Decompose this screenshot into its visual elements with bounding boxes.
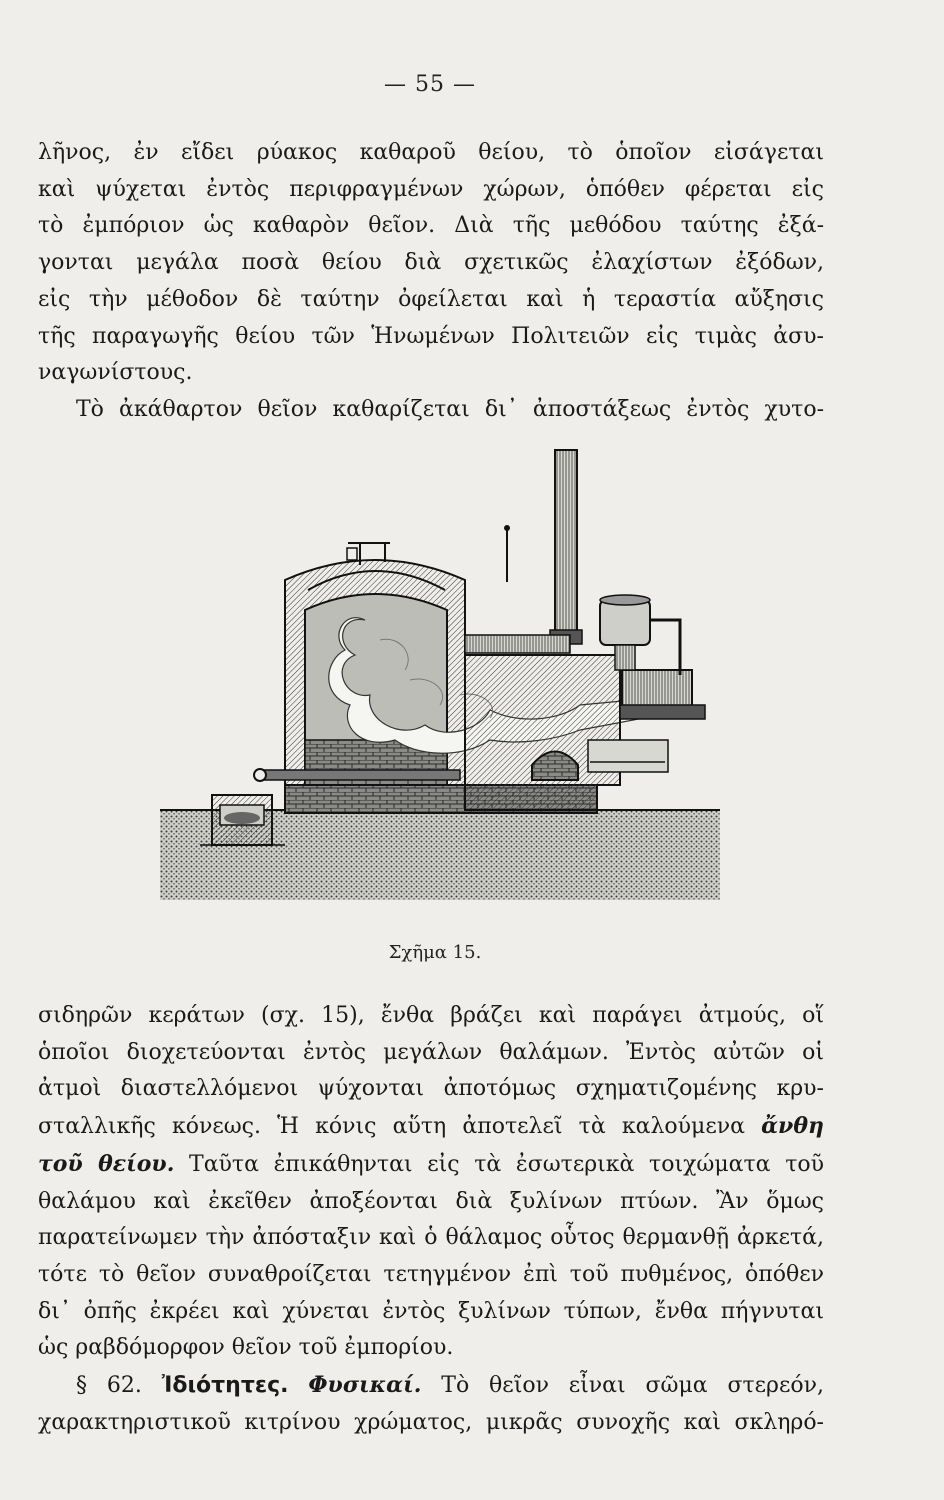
section-heading: Ἰδιότητες.: [161, 1373, 289, 1399]
section-number: § 62.: [76, 1373, 142, 1399]
text-line: σιδηρῶν κεράτων (σχ. 15), ἔνθα βράζει καὶ παράγει ἀτμούς, οἵ: [38, 1003, 824, 1028]
text-line: τὸ ἐμπόριον ὡς καθαρὸν θεῖον. Διὰ τῆς μεθόδου ταύτης ἐξά-: [38, 213, 824, 239]
text-line: καὶ ψύχεται ἐντὸς περιφραγμένων χώρων, ὁπόθεν φέρεται εἰς: [38, 176, 824, 202]
text-line: ὁποῖοι διοχετεύονται ἐντὸς μεγάλων θαλάμων. Ἐντὸς αὐτῶν οἱ: [38, 1039, 824, 1065]
text-segment: σταλλικῆς κόνεως. Ἡ κόνις αὕτη ἀποτελεῖ τὰ καλούμενα: [38, 1114, 745, 1140]
text-line: ὡς ραβδόμορφον θεῖον τοῦ ἐμπορίου.: [38, 1335, 454, 1361]
page-number: — 55 —: [384, 72, 476, 97]
retort-furnace: [465, 655, 620, 810]
paragraph-3: [38, 998, 824, 1441]
retort: [622, 670, 692, 710]
text-line: [38, 1146, 824, 1184]
text-line: λῆνος, ἐν εἴδει ρύακος καθαροῦ θείου, τὸ ὁποῖον εἰσάγεται: [38, 140, 824, 165]
text-line: τῆς παραγωγῆς θείου τῶν Ἡνωμένων Πολιτειῶν εἰς τιμὰς ἀσυ-: [38, 323, 824, 349]
paragraph-1: [38, 135, 824, 429]
distillation-furnace-illustration: [160, 440, 720, 900]
chimney: [555, 450, 577, 640]
rod: [260, 770, 460, 780]
sulfur-tank: [600, 600, 650, 645]
text-line: γονται μεγάλα ποσὰ θείου διὰ σχετικῶς ἐλαχίστων ἐξόδων,: [38, 250, 824, 276]
text-line: τότε τὸ θεῖον συναθροίζεται τετηγμένον ἐπὶ τοῦ πυθμένος, ὁπόθεν: [38, 1261, 824, 1287]
emphasis-term: ἄνθη: [761, 1113, 824, 1140]
text-segment: Τὸ θεῖον εἶναι σῶμα στερεόν,: [441, 1373, 824, 1399]
text-line: θαλάμου καὶ ἐκεῖθεν ἀποξέονται διὰ ξυλίνων πτύων. Ἂν ὅμως: [38, 1188, 824, 1214]
text-line: ἀτμοὶ διαστελλόμενοι ψύχονται ἀποτόμως σχηματιζομένης κρυ-: [38, 1076, 824, 1102]
section-subheading: Φυσικαί.: [308, 1372, 422, 1399]
text-line: [38, 1108, 824, 1146]
text-line: παρατείνωμεν τὴν ἀπόσταξιν καὶ ὁ θάλαμος οὗτος θερμανθῇ ἀρκετά,: [38, 1225, 824, 1251]
text-line: ναγωνίστους.: [38, 360, 193, 386]
paragraph-2-line: Τὸ ἀκάθαρτον θεῖον καθαρίζεται δι᾽ ἀποστάξεως ἐντὸς χυτο-: [76, 396, 824, 422]
text-line: δι᾽ ὀπῆς ἐκρέει καὶ χύνεται ἐντὸς ξυλίνων τύπων, ἔνθα πήγνυται: [38, 1298, 824, 1324]
figure-caption: Σχῆμα 15.: [388, 942, 482, 963]
text-line: εἰς τὴν μέθοδον δὲ ταύτην ὀφείλεται καὶ ἡ τεραστία αὔξησις: [38, 286, 824, 312]
emphasis-term: τοῦ θείου.: [38, 1150, 175, 1177]
text-segment: Ταῦτα ἐπικάθηνται εἰς τὰ ἐσωτερικὰ τοιχώματα τοῦ: [189, 1151, 824, 1177]
section-62-heading-line: [38, 1367, 824, 1405]
text-line: χαρακτηριστικοῦ κιτρίνου χρώματος, μικρᾶς συνοχῆς καὶ σκληρό-: [38, 1409, 824, 1435]
